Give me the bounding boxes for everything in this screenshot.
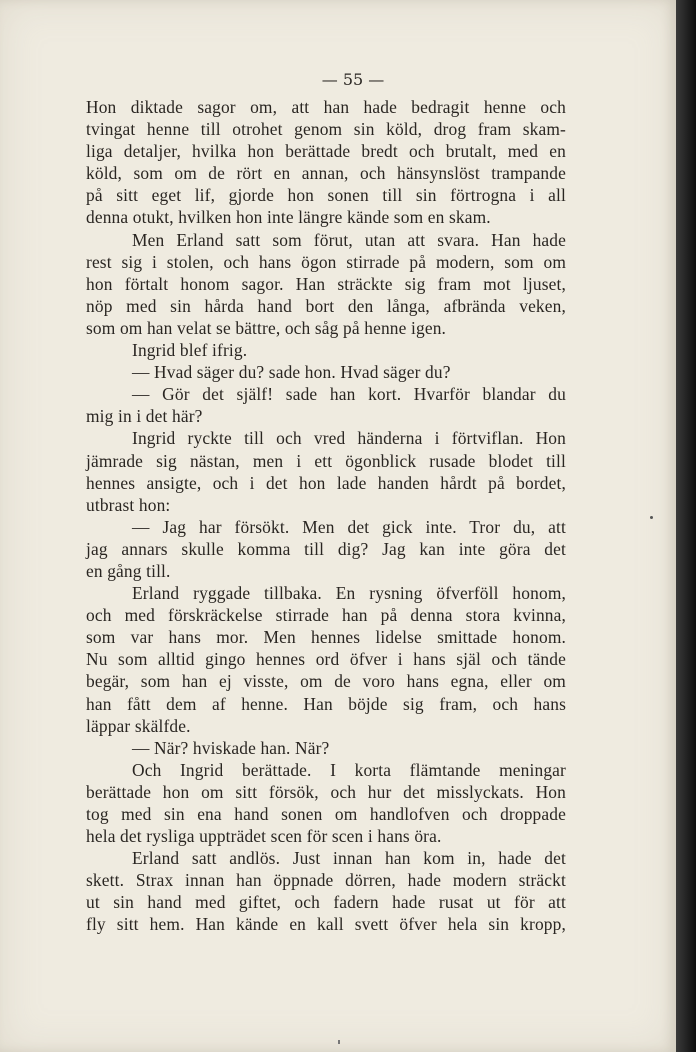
scan-edge	[676, 0, 696, 1052]
ink-speck	[650, 516, 653, 519]
text-line: denna otukt, hvilken hon inte längre kände som en skam.	[86, 207, 491, 228]
text-line: Ingrid blef ifrig.	[132, 340, 248, 361]
text-line: Erland ryggade tillbaka. En rysning öfverföll honom,	[132, 583, 566, 604]
text-line: läppar skälfde.	[86, 715, 191, 736]
text-line: jag annars skulle komma till dig? Jag kan inte göra det	[86, 538, 566, 559]
text-line: utbrast hon:	[86, 494, 171, 515]
text-line: hennes ansigte, och i det hon lade handen hårdt på bordet,	[86, 472, 566, 493]
text-line: berättade hon om sitt försök, och hur det misslyckats. Hon	[86, 781, 566, 802]
text-line: på sitt eget lif, gjorde hon sonen till sin förtrogna i all	[86, 185, 566, 206]
text-line: tvingat henne till otrohet genom sin köld, drog fram skam-	[86, 119, 566, 140]
text-line: en gång till.	[86, 560, 171, 581]
text-line: köld, som om de rört en annan, och hänsynslöst trampande	[86, 163, 566, 184]
text-line: Ingrid ryckte till och vred händerna i förtviflan. Hon	[132, 428, 566, 449]
text-line: — När? hviskade han. När?	[132, 737, 330, 758]
text-line: tog med sin ena hand sonen om handlofven och droppade	[86, 804, 566, 824]
ink-speck-bottom	[338, 1040, 340, 1044]
text-line: skett. Strax innan han öppnade dörren, hade modern sträckt	[86, 870, 566, 891]
text-line: mig in i det här?	[86, 406, 203, 427]
text-line: Erland satt andlös. Just innan han kom in, hade det	[132, 848, 566, 869]
text-line: Nu som alltid gingo hennes ord öfver i hans själ och tände	[86, 649, 566, 670]
text-line: — Gör det själf! sade han kort. Hvarför blandar du	[132, 384, 566, 405]
text-line: som var hans mor. Men hennes lidelse smittade honom.	[86, 627, 566, 648]
text-line: — Hvad säger du? sade hon. Hvad säger du?	[132, 362, 451, 383]
text-line: Hon diktade sagor om, att han hade bedragit henne och	[86, 97, 566, 117]
text-line: fly sitt hem. Han kände en kall svett öfver hela sin kropp,	[86, 914, 566, 935]
text-line: nöp med sin hårda hand bort den långa, afbrända veken,	[86, 295, 566, 316]
text-line: jämrade sig nästan, men i ett ögonblick rusade blodet till	[86, 450, 566, 471]
text-line: ut sin hand med giftet, och fadern hade rusat ut för att	[86, 892, 566, 913]
text-line: hon förtalt honom sagor. Han sträckte sig fram mot ljuset,	[86, 273, 566, 294]
page-number: — 55 —	[321, 70, 385, 89]
text-line: — Jag har försökt. Men det gick inte. Tror du, att	[132, 516, 566, 537]
text-line: han fått dem af henne. Han böjde sig fram, och hans	[86, 693, 566, 714]
text-line: Men Erland satt som förut, utan att svara. Han hade	[132, 229, 566, 250]
text-line: hela det rysliga uppträdet scen för scen i hans öra.	[86, 826, 442, 847]
body-text	[86, 96, 566, 936]
text-line: Och Ingrid berättade. I korta flämtande meningar	[132, 759, 566, 780]
text-line: liga detaljer, hvilka hon berättade bredt och brutalt, med en	[86, 141, 566, 162]
text-line: som om han velat se bättre, och såg på henne igen.	[86, 317, 447, 338]
text-line: och med förskräckelse stirrade han på denna stora kvinna,	[86, 605, 566, 626]
text-line: rest sig i stolen, och hans ögon stirrade på modern, som om	[86, 251, 566, 272]
text-line: begär, som han ej visste, om de voro hans egna, eller om	[86, 671, 566, 692]
